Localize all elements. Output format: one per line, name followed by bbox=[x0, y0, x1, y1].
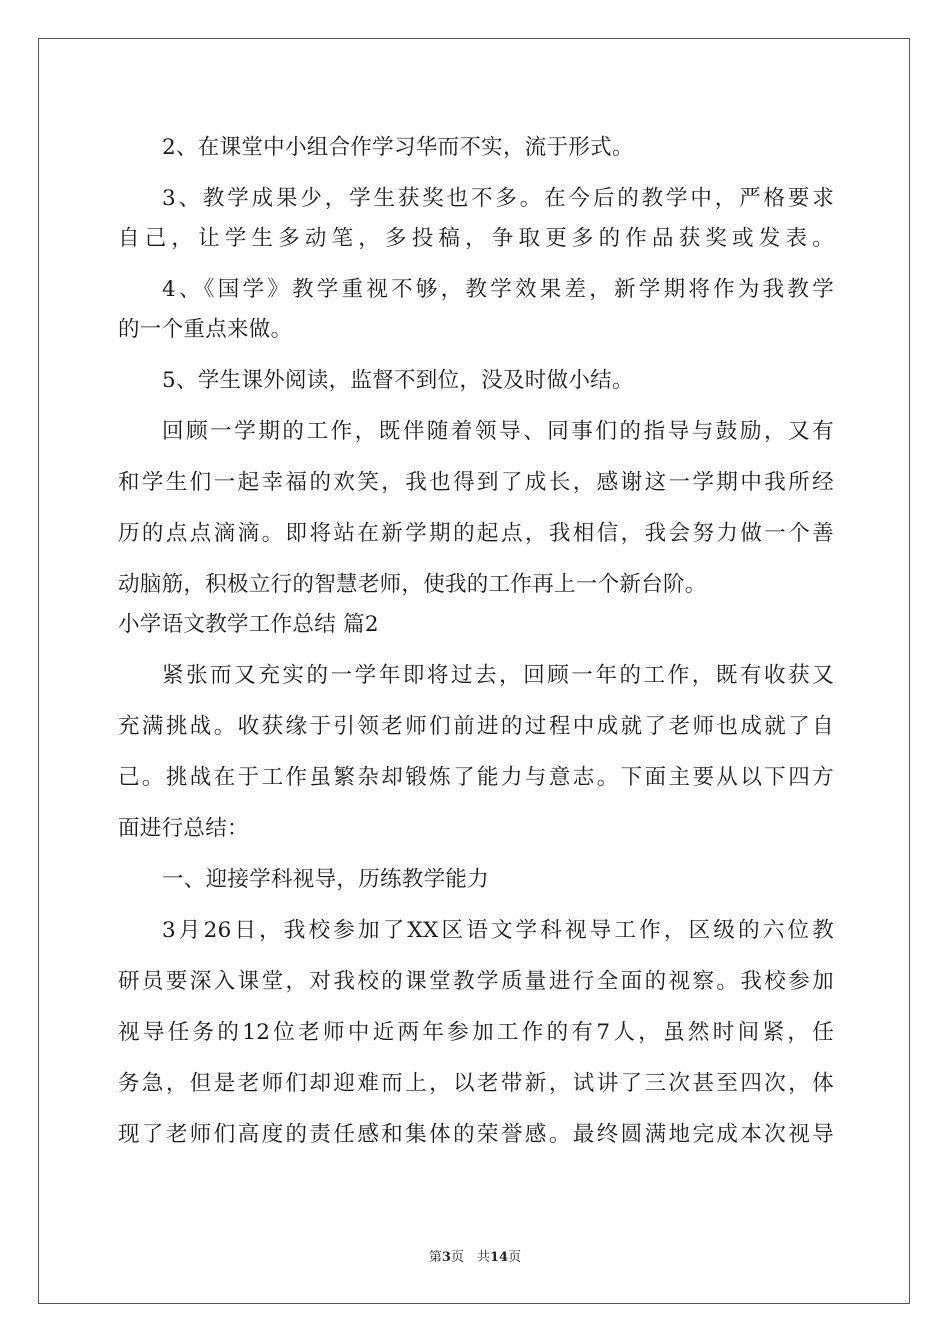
text-line: 面进行总结： bbox=[118, 816, 249, 841]
text-line: 紧张而又充实的一学年即将过去，回顾一年的工作，既有收获又 bbox=[162, 663, 834, 688]
page-suffix: 页 bbox=[508, 1250, 522, 1265]
text-line: 动脑筋，积极立行的智慧老师，使我的工作再上一个新台阶。 bbox=[118, 572, 707, 597]
text-line: 己。挑战在于工作虽繁杂却锻炼了能力与意志。下面主要从以下四方 bbox=[118, 765, 834, 790]
text-line: 回顾一学期的工作，既伴随着领导、同事们的指导与鼓励，又有 bbox=[162, 419, 834, 444]
subheading: 一、迎接学科视导，历练教学能力 bbox=[162, 867, 490, 892]
section-heading: 小学语文教学工作总结 篇2 bbox=[118, 612, 379, 637]
page-prefix: 第 bbox=[428, 1250, 442, 1265]
text-line: 4、《国学》教学重视不够，教学效果差，新学期将作为我教学 bbox=[162, 277, 834, 302]
text-line: 现了老师们高度的责任感和集体的荣誉感。最终圆满地完成本次视导 bbox=[118, 1122, 834, 1147]
text-line: 和学生们一起幸福的欢笑，我也得到了成长，感谢这一学期中我所经 bbox=[118, 470, 834, 495]
text-line: 自己，让学生多动笔，多投稿，争取更多的作品获奖或发表。 bbox=[118, 226, 834, 251]
page-footer bbox=[0, 1246, 950, 1265]
text-line: 充满挑战。收获缘于引领老师们前进的过程中成就了老师也成就了自 bbox=[118, 714, 834, 739]
text-line: 3、教学成果少，学生获奖也不多。在今后的教学中，严格要求 bbox=[162, 186, 834, 211]
text-line: 视导任务的12位老师中近两年参加工作的有7人，虽然时间紧，任 bbox=[118, 1020, 834, 1045]
text-line: 务急，但是老师们却迎难而上，以老带新，试讲了三次甚至四次，体 bbox=[118, 1071, 834, 1096]
text-line: 研员要深入课堂，对我校的课堂教学质量进行全面的视察。我校参加 bbox=[118, 969, 834, 994]
page-mid: 页 共 bbox=[450, 1250, 490, 1265]
text-line: 历的点点滴滴。即将站在新学期的起点，我相信，我会努力做一个善 bbox=[118, 521, 834, 546]
page-current: 3 bbox=[441, 1250, 451, 1265]
text-line: 5、学生课外阅读，监督不到位，没及时做小结。 bbox=[162, 368, 634, 393]
page-total: 14 bbox=[489, 1250, 509, 1265]
text-line: 2、在课堂中小组合作学习华而不实，流于形式。 bbox=[162, 135, 634, 160]
text-line: 的一个重点来做。 bbox=[118, 317, 293, 342]
document-body bbox=[118, 128, 834, 1155]
text-line: 3月26日，我校参加了XX区语文学科视导工作，区级的六位教 bbox=[162, 918, 834, 943]
